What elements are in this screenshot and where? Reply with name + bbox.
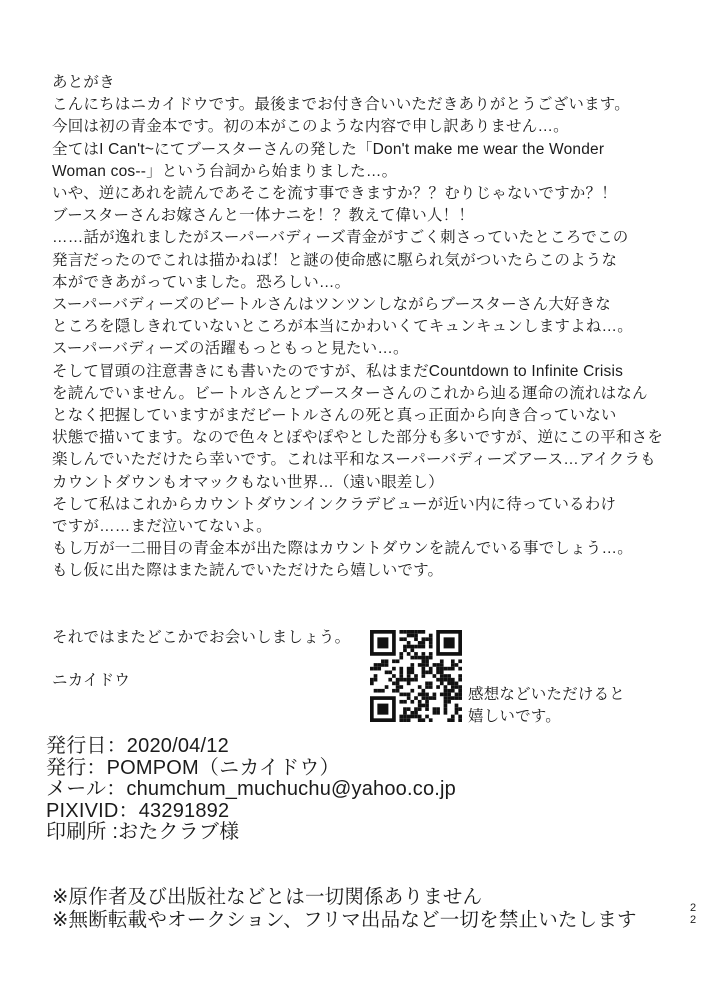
- closing-line: それではまたどこかでお会いしましょう。: [52, 629, 351, 646]
- afterword-line: ですが……まだ泣いてないよ。: [52, 518, 272, 536]
- qr-caption-line: 感想などいただけると: [468, 686, 626, 703]
- afterword-line: ……話が逸れましたがスーパーバディーズ青金がすごく刺さっていたところでこの: [52, 229, 629, 247]
- colophon: [46, 736, 456, 844]
- afterword-line: 楽しんでいただけたら幸いです。これは平和なスーパーバディーズアース…アイクラも: [52, 451, 656, 469]
- afterword-line: もし万が一二冊目の青金本が出た際はカウントダウンを読んでいる事でしょう…。: [52, 540, 633, 558]
- afterword-title: あとがき: [52, 74, 115, 91]
- qr-caption-line: 嬉しいです。: [468, 708, 561, 725]
- afterword-line: こんにちはニカイドウです。最後までお付き合いいただきありがとうございます。: [52, 96, 630, 114]
- afterword-line: いや、逆にあれを読んであそこを流す事できますか？？むりじゃないですか？！: [52, 185, 617, 203]
- afterword-line: 全てはI Can't~にてブースターさんの発した「Don't make me wear the Wonder: [52, 140, 605, 158]
- afterword-line: 本ができあがっていました。恐ろしい…。: [52, 273, 351, 291]
- afterword-line: スーパーバディーズのビートルさんはツンツンしながらブースターさん大好きな: [52, 296, 612, 314]
- afterword-line: ところを隠しきれていないところが本当にかわいくてキュンキュンしますよね…。: [52, 318, 633, 336]
- disclaimer-line: ※原作者及び出版社などとは一切関係ありません: [52, 886, 483, 908]
- afterword-line: もし仮に出た際はまた読んでいただけたら嬉しいです。: [52, 562, 444, 580]
- qr-caption: [468, 684, 625, 728]
- qr-code-icon: [370, 630, 462, 722]
- afterword-line: を読んでいません。ビートルさんとブースターさんのこれから辿る運命の流れはなん: [52, 384, 648, 402]
- disclaimer: [52, 886, 637, 931]
- afterword-line: そして冒頭の注意書きにも書いたのですが、私はまだCountdown to Infinite Crisis: [52, 362, 624, 380]
- colophon-email: メール：chumchum_muchuchu@yahoo.co.jp: [46, 778, 457, 800]
- disclaimer-line: ※無断転載やオークション、フリマ出品など一切を禁止いたします: [52, 908, 637, 931]
- colophon-printer: 印刷所 :おたクラブ様: [46, 821, 240, 843]
- afterword-line: スーパーバディーズの活躍もっともっと見たい…。: [52, 340, 409, 358]
- afterword-line: カウントダウンもオマックもない世界…（遠い眼差し）: [52, 473, 444, 491]
- afterword-line: そして私はこれからカウントダウンインクラデビューが近い内に待っているわけ: [52, 495, 617, 513]
- colophon-publisher: 発行：POMPOM（ニカイドウ）: [46, 756, 340, 779]
- colophon-pixiv-id: PIXIVID：43291892: [46, 799, 230, 822]
- colophon-publish-date: 発行日：2020/04/12: [46, 735, 229, 757]
- afterword-line: となく把握していますがまだビートルさんの死と真っ正面から向き合っていない: [52, 407, 617, 425]
- afterword-line: 発言だったのでこれは描かねば！と謎の使命感に駆られ気がついたらこのような: [52, 251, 618, 269]
- afterword-line: 今回は初の青金本です。初の本がこのような内容で申し訳ありません…。: [52, 118, 569, 136]
- afterword-line: Woman cos--」という台詞から始まりました…。: [52, 162, 398, 180]
- qr-code: [370, 630, 462, 722]
- afterword-body: [52, 72, 672, 583]
- afterword-line: ブースターさんお嫁さんと一体ナニを！？教えて偉い人！！: [52, 207, 475, 225]
- afterword-line: 状態で描いてます。なので色々とぽやぽやとした部分も多いですが、逆にこの平和さを: [52, 429, 664, 447]
- page-number: 22: [690, 902, 697, 926]
- author-signature: ニカイドウ: [52, 672, 131, 689]
